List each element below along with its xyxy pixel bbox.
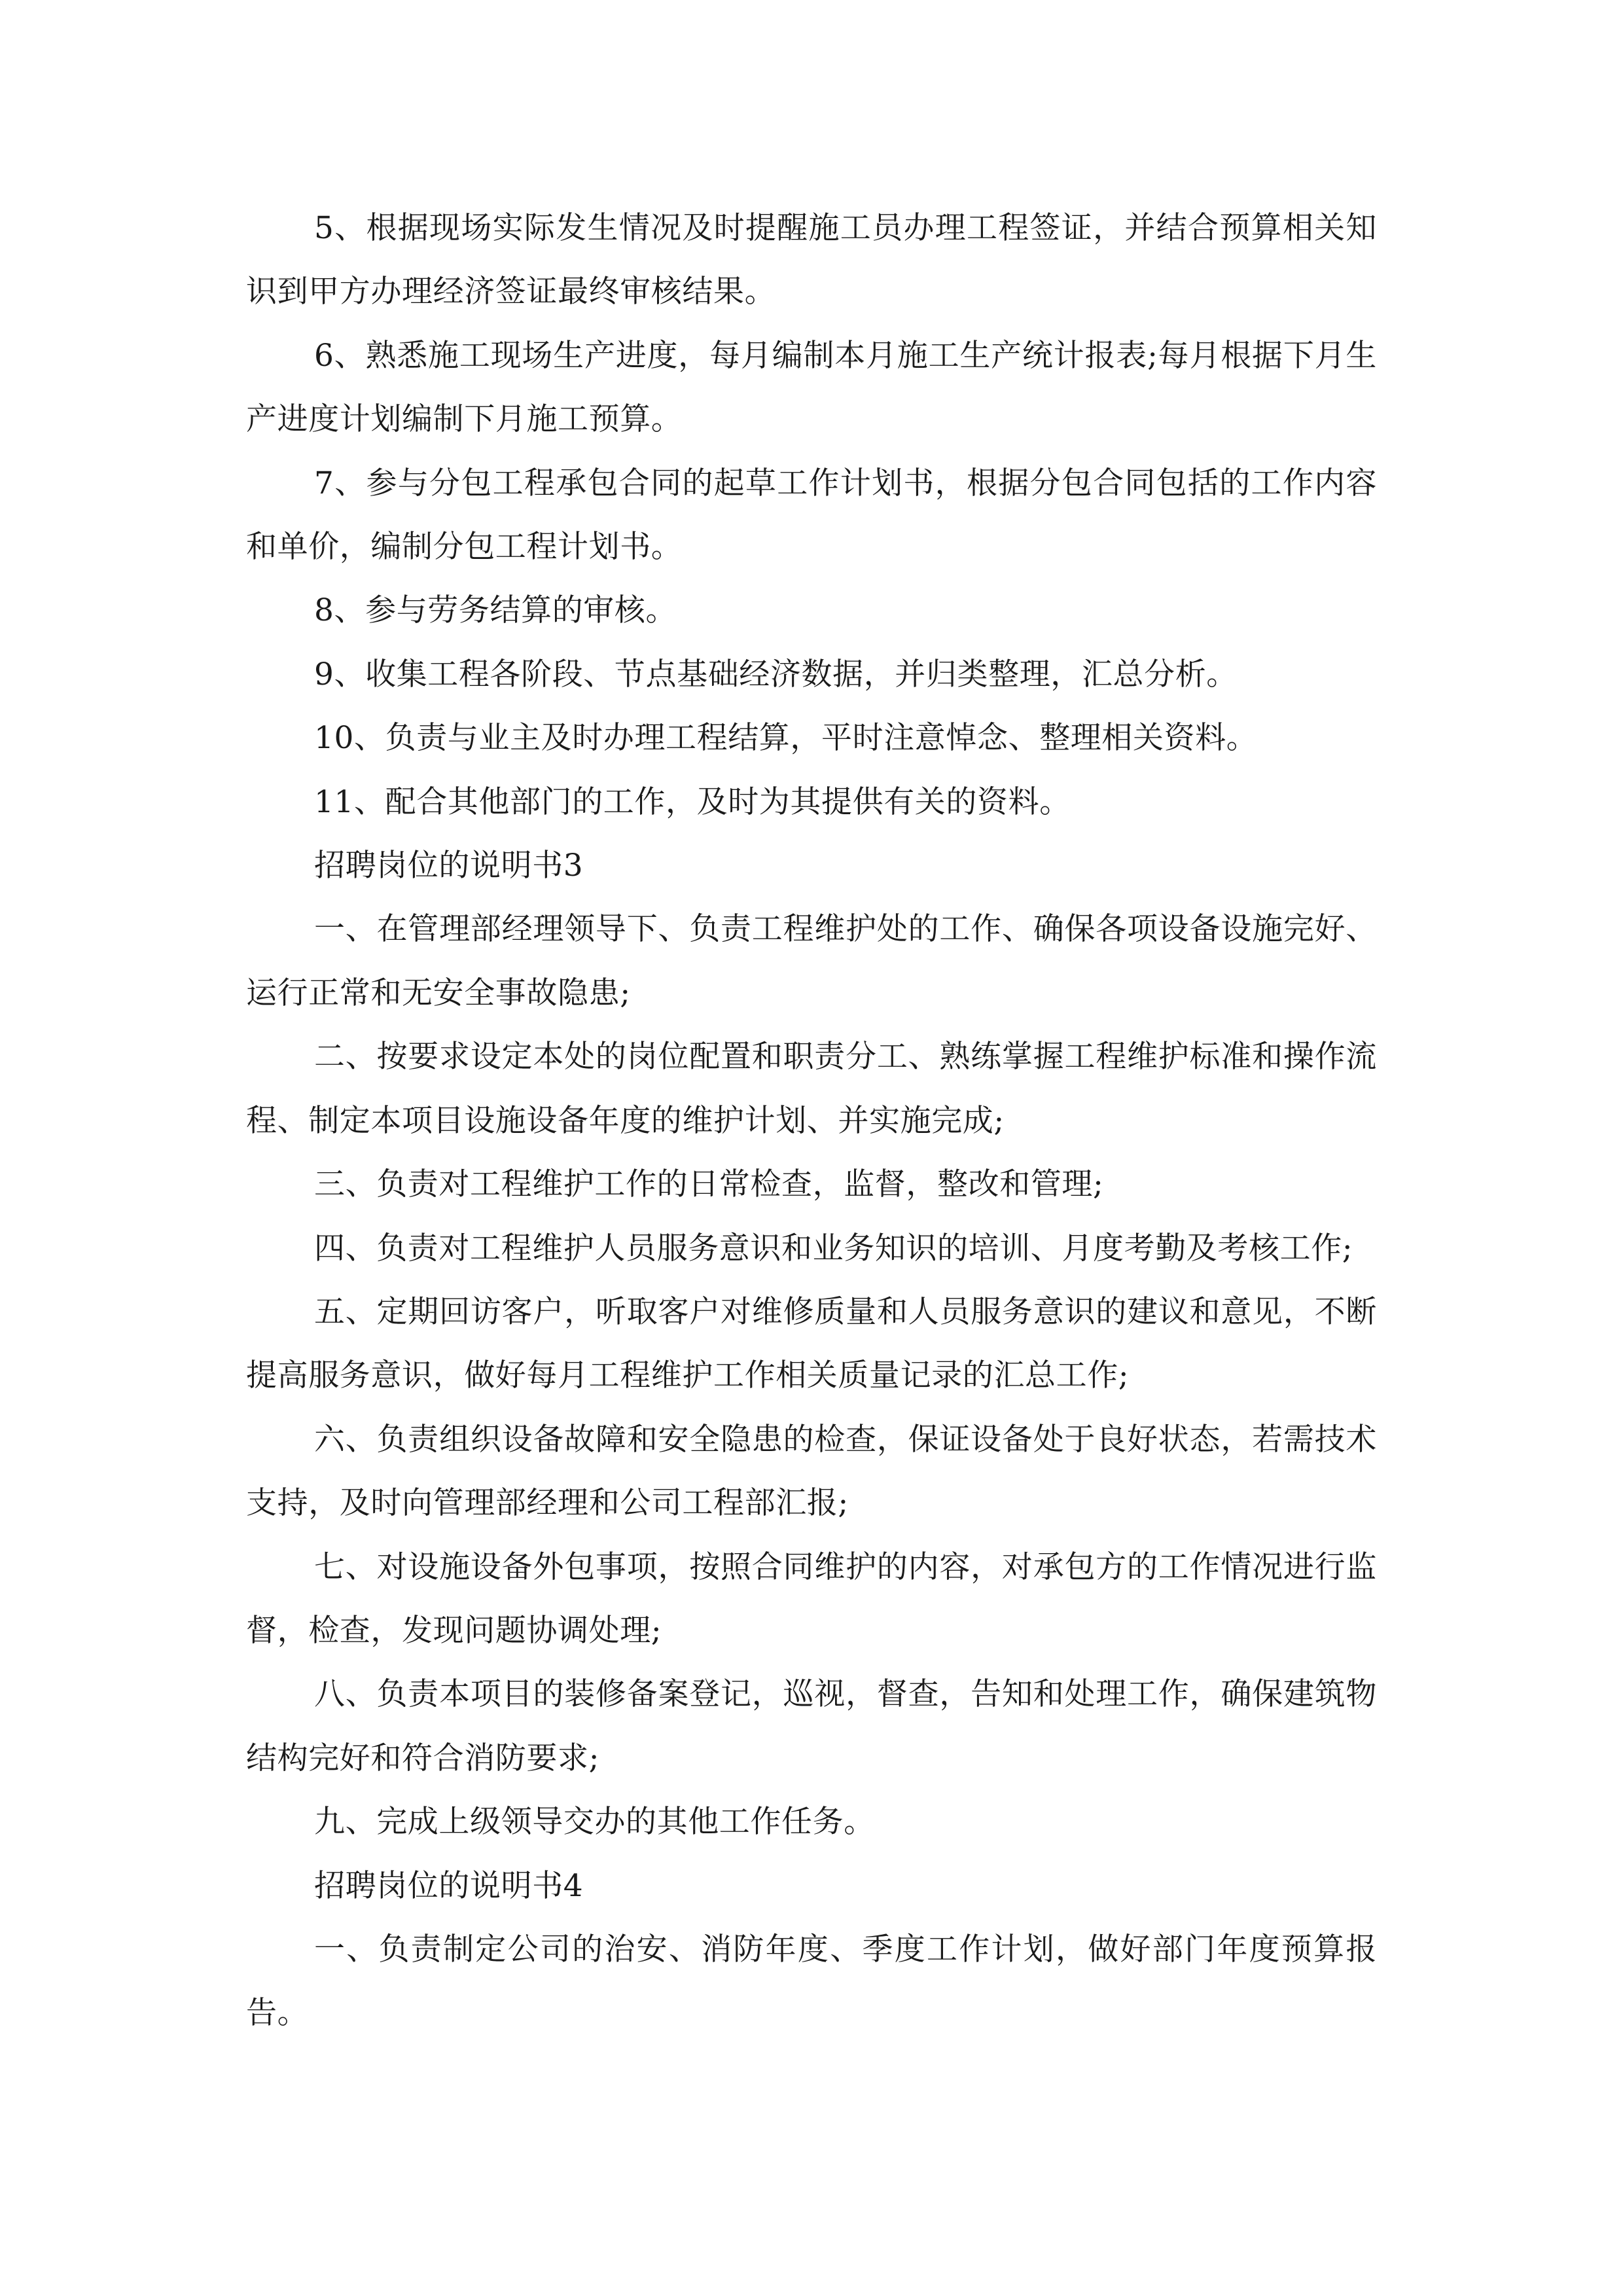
paragraph-item-6: 6、熟悉施工现场生产进度，每月编制本月施工生产统计报表;每月根据下月生产进度计划编制下月施工预算。 [246,337,1377,438]
document-page [246,196,1377,2045]
paragraph-duty-1: 一、在管理部经理领导下、负责工程维护处的工作、确保各项设备设施完好、运行正常和无安全事故隐患; [246,911,1377,1011]
paragraph-item-7: 7、参与分包工程承包合同的起草工作计划书，根据分包合同包括的工作内容和单价，编制分包工程计划书。 [246,465,1377,565]
section-heading-3: 招聘岗位的说明书3 [314,848,584,884]
paragraph-duty-7: 七、对设施设备外包事项，按照合同维护的内容，对承包方的工作情况进行监督，检查，发现问题协调处理; [246,1549,1377,1649]
section-heading-4: 招聘岗位的说明书4 [314,1867,584,1904]
paragraph-item-5: 5、根据现场实际发生情况及时提醒施工员办理工程签证，并结合预算相关知识到甲方办理经济签证最终审核结果。 [246,210,1377,310]
paragraph-item-10: 10、负责与业主及时办理工程结算，平时注意悼念、整理相关资料。 [314,720,1258,757]
paragraph-duty-3: 三、负责对工程维护工作的日常检查，监督，整改和管理; [314,1166,1104,1203]
paragraph-item-9: 9、收集工程各阶段、节点基础经济数据，并归类整理，汇总分析。 [314,656,1238,692]
paragraph-duty-2: 二、按要求设定本处的岗位配置和职责分工、熟练掌握工程维护标准和操作流程、制定本项目设施设备年度的维护计划、并实施完成; [246,1039,1377,1139]
paragraph-item-8: 8、参与劳务结算的审核。 [314,592,677,629]
paragraph-duty-6: 六、负责组织设备故障和安全隐患的检查，保证设备处于良好状态，若需技术支持，及时向管理部经理和公司工程部汇报; [246,1421,1377,1522]
paragraph-duty-5: 五、定期回访客户，听取客户对维修质量和人员服务意识的建议和意见，不断提高服务意识，做好每月工程维护工作相关质量记录的汇总工作; [246,1293,1377,1394]
paragraph-duty-8: 八、负责本项目的装修备案登记，巡视，督查，告知和处理工作，确保建筑物结构完好和符合消防要求; [246,1676,1377,1776]
paragraph-item-11: 11、配合其他部门的工作，及时为其提供有关的资料。 [314,783,1071,820]
paragraph-duty-4: 四、负责对工程维护人员服务意识和业务知识的培训、月度考勤及考核工作; [314,1230,1353,1266]
paragraph-security-1: 一、负责制定公司的治安、消防年度、季度工作计划，做好部门年度预算报告。 [246,1931,1377,2032]
paragraph-duty-9: 九、完成上级领导交办的其他工作任务。 [314,1804,875,1840]
